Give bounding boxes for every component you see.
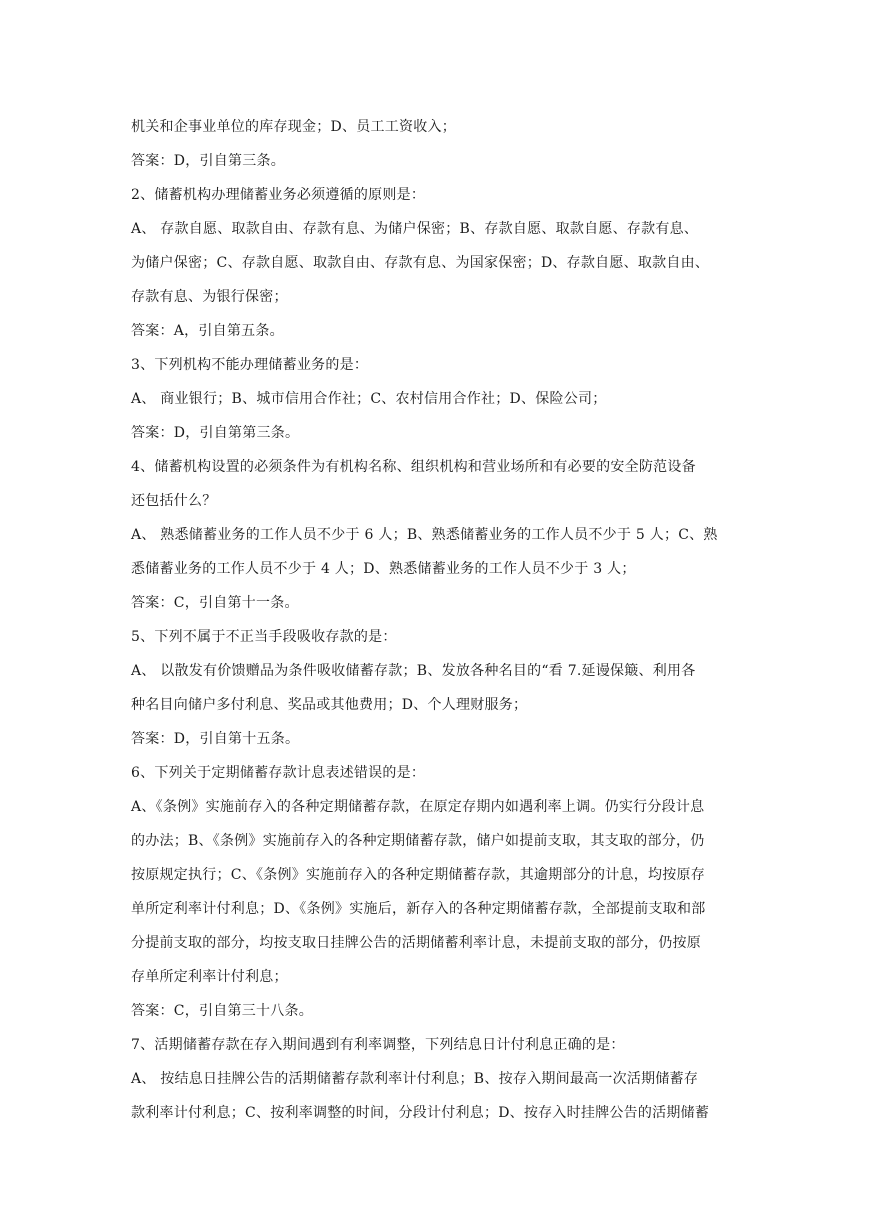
options-line: A、 按结息日挂牌公告的活期储蓄存款利率计付利息；B、按存入期间最高一次活期储蓄存 [131, 1071, 699, 1087]
question-line: 还包括什么？ [131, 493, 217, 509]
answer-line: 答案：A，引自第五条。 [131, 323, 284, 339]
options-line: A、 以散发有价馈赠品为条件吸收储蓄存款；B、发放各种名目的“看 7.延谩保簸、利用各 [131, 663, 696, 679]
options-line: A、 商业银行；B、城市信用合作社；C、农村信用合作社；D、保险公司； [131, 391, 607, 407]
document-body [131, 110, 743, 1130]
options-line: 款利率计付利息；C、按利率调整的时间，分段计付利息；D、按存入时挂牌公告的活期储蓄 [131, 1105, 710, 1121]
answer-line: 答案：D，引自第十五条。 [131, 731, 300, 747]
text-line: 机关和企事业单位的库存现金；D、员工工资收入； [131, 119, 456, 135]
options-line: 悉储蓄业务的工作人员不少于 4 人；D、熟悉储蓄业务的工作人员不少于 3 人； [131, 561, 636, 577]
question-line: 3、下列机构不能办理储蓄业务的是： [131, 357, 369, 373]
options-line: 种名目向储户多付利息、奖品或其他费用；D、个人理财服务； [131, 697, 528, 713]
answer-line: 答案：D，引自第第三条。 [131, 425, 300, 441]
options-line: 按原规定执行；C、《条例》实施前存入的各种定期储蓄存款，其逾期部分的计息，均按原存 [131, 867, 705, 883]
options-line: A、《条例》实施前存入的各种定期储蓄存款，在原定存期内如遇利率上调。仍实行分段计息 [131, 799, 705, 815]
options-line: 为储户保密；C、存款自愿、取款自由、存款有息、为国家保密；D、存款自愿、取款自由、 [131, 255, 710, 271]
options-line: 的办法；B、《条例》实施前存入的各种定期储蓄存款，储户如提前支取，其支取的部分，仍 [131, 833, 705, 849]
answer-line: 答案：D，引自第三条。 [131, 153, 285, 169]
options-line: 单所定利率计付利息；D、《条例》实施后，新存入的各种定期储蓄存款，全部提前支取和部 [131, 901, 706, 917]
options-line: A、 存款自愿、取款自由、存款有息、为储户保密；B、存款自愿、取款自愿、存款有息、 [131, 221, 699, 237]
options-line: 分提前支取的部分，均按支取日挂牌公告的活期储蓄利率计息，未提前支取的部分，仍按原 [131, 935, 701, 951]
question-line: 4、储蓄机构设置的必须条件为有机构名称、组织机构和营业场所和有必要的安全防范设备 [131, 459, 696, 475]
question-line: 7、活期储蓄存款在存入期间遇到有利率调整，下列结息日计付利息正确的是： [131, 1037, 625, 1053]
question-line: 2、储蓄机构办理储蓄业务必须遵循的原则是： [131, 187, 426, 203]
options-line: A、 熟悉储蓄业务的工作人员不少于 6 人；B、熟悉储蓄业务的工作人员不少于 5 人；C、熟 [131, 527, 718, 543]
answer-line: 答案：C，引自第三十八条。 [131, 1003, 313, 1019]
options-line: 存单所定利率计付利息； [131, 969, 288, 985]
answer-line: 答案：C，引自第十一条。 [131, 595, 299, 611]
question-line: 6、下列关于定期储蓄存款计息表述错误的是： [131, 765, 426, 781]
options-line: 存款有息、为银行保密； [131, 289, 288, 305]
question-line: 5、下列不属于不正当手段吸收存款的是： [131, 629, 397, 645]
